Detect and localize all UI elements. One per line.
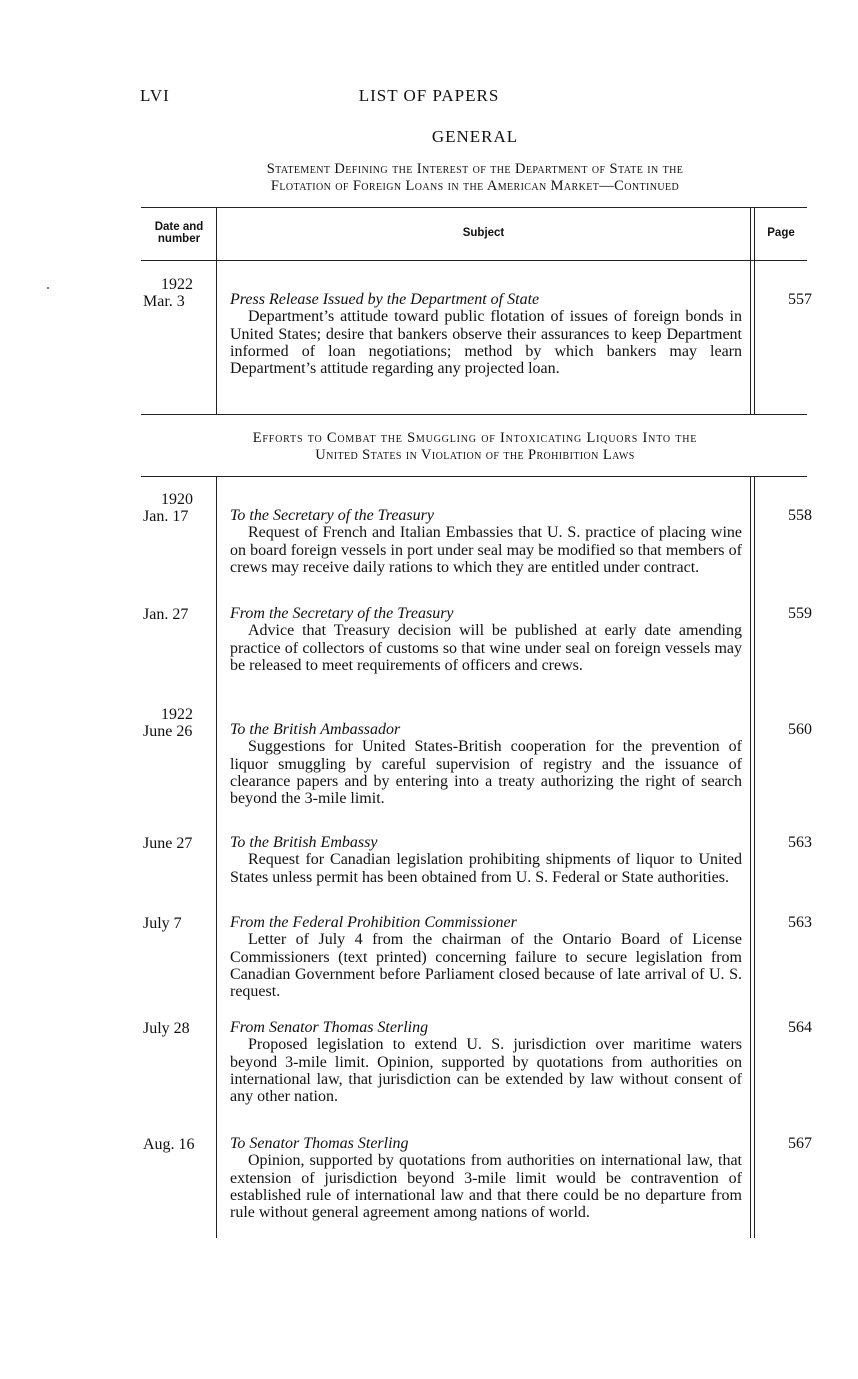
entry-year: 1922: [161, 276, 193, 293]
entry-title: To the British Ambassador: [230, 721, 401, 738]
entry-page: 560: [788, 721, 812, 738]
column-divider: [750, 476, 751, 1238]
stray-mark: [47, 287, 49, 289]
entry-date: [143, 706, 211, 740]
entry-subject: [230, 721, 742, 807]
column-divider: [216, 476, 217, 1238]
entry-month-day: Mar. 3: [143, 293, 185, 310]
entry-title: To the British Embassy: [230, 834, 378, 851]
entry-month-day: June 26: [143, 723, 193, 740]
topic-title-smuggling-line1: Efforts to Combat the Smuggling of Intoxicating Liquors Into the: [252, 430, 698, 446]
section-title: GENERAL: [431, 127, 519, 146]
entry-subject: [230, 1019, 742, 1105]
entry-description: Suggestions for United States-British cooperation for the prevention of liquor smuggling by careful supervision of registry and the issuance of clearance papers and by entering into a treaty authorizing the right of search beyond the 3-mile limit.: [230, 738, 742, 808]
entry-date: [143, 606, 188, 623]
column-header-subject: Subject: [462, 227, 505, 239]
entry-subject: [230, 605, 742, 674]
entry-description: Advice that Treasury decision will be published at early date amending practice of collectors of customs so that wine under seal on foreign vessels may be released to meet requirements of officers and crews.: [230, 622, 742, 674]
entry-page: 564: [788, 1019, 812, 1036]
entry-date: [143, 1136, 195, 1153]
rule-table-end: [141, 414, 807, 415]
entry-year: 1920: [161, 491, 193, 508]
entry-month-day: July 7: [143, 915, 182, 932]
rule-top: [141, 476, 807, 477]
entry-title: Press Release Issued by the Department of State: [230, 291, 540, 308]
topic-title-smuggling-line2: United States in Violation of the Prohibition Laws: [315, 447, 635, 463]
column-divider: [754, 476, 755, 1238]
topic-title-loans-line1: Statement Defining the Interest of the Department of State in the: [266, 161, 684, 177]
column-divider: [750, 207, 751, 414]
rule-top: [141, 207, 807, 208]
entry-title: From the Federal Prohibition Commissioner: [230, 914, 517, 931]
entry-date: [143, 835, 192, 852]
entry-month-day: July 28: [143, 1020, 190, 1037]
entry-date: [143, 491, 211, 525]
entry-description: Request for Canadian legislation prohibiting shipments of liquor to United States unless permit has been obtained from U. S. Federal or State authorities.: [230, 851, 742, 886]
rule-header-bottom: [141, 260, 807, 261]
page-number: LVI: [140, 86, 170, 105]
entry-subject: [230, 1135, 742, 1221]
entry-month-day: Aug. 16: [143, 1136, 195, 1153]
entry-month-day: Jan. 27: [143, 606, 189, 623]
entry-subject: [230, 291, 742, 377]
topic-title-loans-line2: Flotation of Foreign Loans in the American Market—Continued: [270, 178, 680, 194]
entry-description: Proposed legislation to extend U. S. jurisdiction over maritime waters beyond 3-mile limit. Opinion, supported by quotations from authorities on international law, that jurisdiction can be extended by law without consent of any other nation.: [230, 1036, 742, 1106]
entry-subject: [230, 507, 742, 576]
entry-page: 559: [788, 605, 812, 622]
entry-page: 563: [788, 834, 812, 851]
entry-description: Department’s attitude toward public flotation of issues of foreign bonds in United States; desire that bankers observe their assurances to keep Department informed of loan negotiations; method by which bankers may learn Department’s attitude regarding any projected loan.: [230, 308, 742, 378]
entry-month-day: June 27: [143, 835, 193, 852]
running-title: LIST OF PAPERS: [358, 86, 500, 105]
entry-title: To the Secretary of the Treasury: [230, 507, 434, 524]
entry-date: [143, 276, 211, 310]
entry-description: Request of French and Italian Embassies that U. S. practice of placing wine on board foreign vessels in port under seal may be modified so that members of crews may receive daily rations to which they are entitled under contract.: [230, 524, 742, 576]
entry-description: Opinion, supported by quotations from authorities on international law, that extension of jurisdiction beyond 3-mile limit would be contravention of established rule of international law and that there could be no departure from rule without general agreement among nations of world.: [230, 1152, 742, 1222]
entry-title: From the Secretary of the Treasury: [230, 605, 454, 622]
entry-page: 567: [788, 1135, 812, 1152]
entry-subject: [230, 914, 742, 1000]
entry-date: [143, 1020, 190, 1037]
entry-page: 563: [788, 914, 812, 931]
entry-subject: [230, 834, 742, 886]
entry-page: 557: [788, 291, 812, 308]
column-header-date: Date and number: [154, 221, 204, 245]
entry-page: 558: [788, 507, 812, 524]
entry-title: From Senator Thomas Sterling: [230, 1019, 429, 1036]
entry-month-day: Jan. 17: [143, 508, 189, 525]
entry-date: [143, 915, 182, 932]
entry-title: To Senator Thomas Sterling: [230, 1135, 409, 1152]
entry-description: Letter of July 4 from the chairman of the Ontario Board of License Commissioners (text printed) concerning failure to secure legislation from Canadian Government before Parliament closed because of late arrival of U. S. request.: [230, 931, 742, 1001]
column-header-page: Page: [767, 227, 795, 239]
entry-year: 1922: [161, 706, 193, 723]
